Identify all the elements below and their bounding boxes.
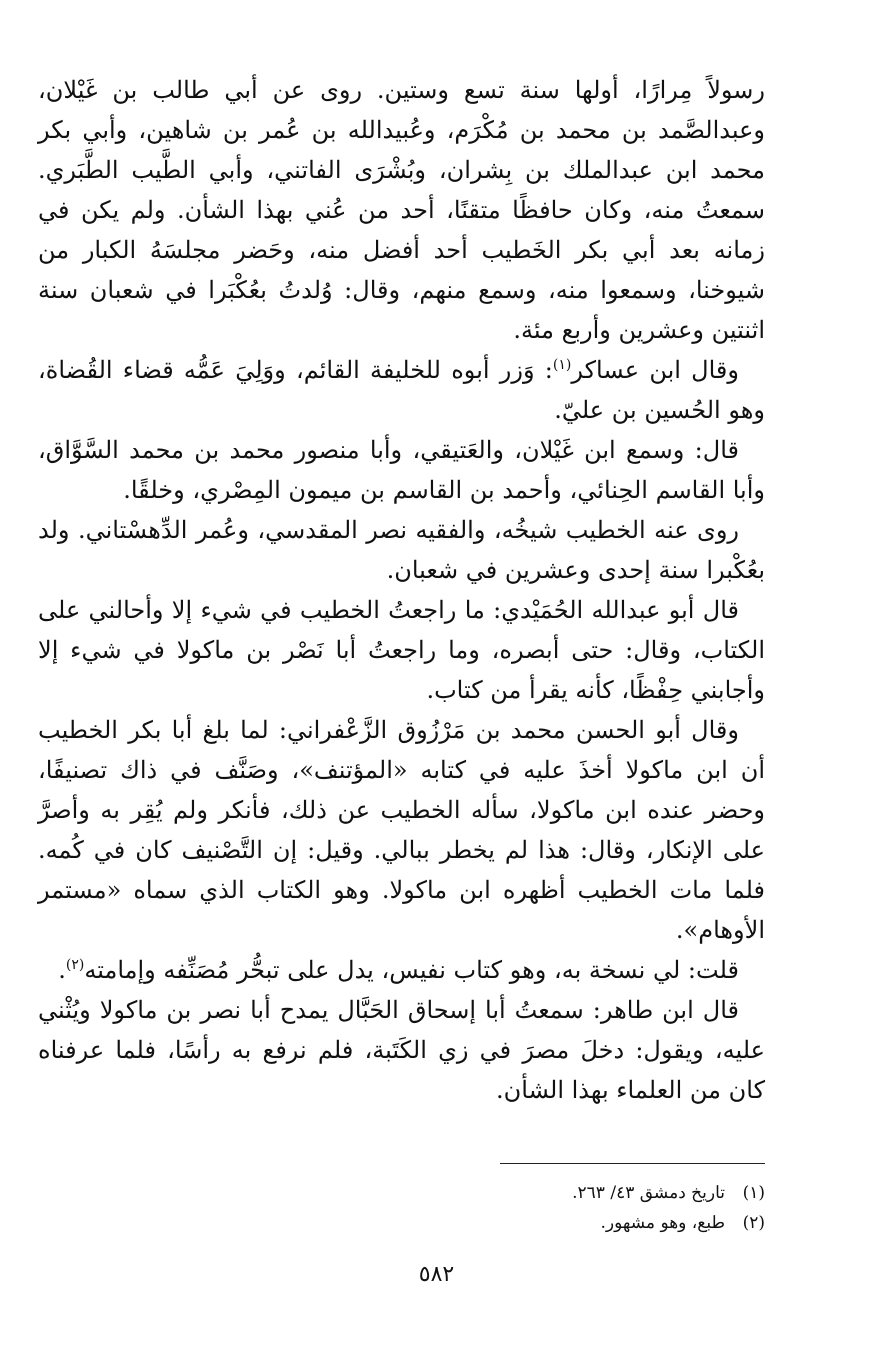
- footnote-number: (٢): [742, 1213, 765, 1233]
- paragraph: [38, 350, 765, 430]
- footnotes: [38, 1178, 765, 1238]
- paragraph: روى عنه الخطيب شيخُه، والفقيه نصر المقدسي، وعُمر الدِّهسْتاني. ولد بعُكْبرا سنة إحدى وعشرين في شعبان.: [38, 516, 765, 584]
- paragraph: [38, 950, 765, 990]
- paragraph-text: قلت: لي نسخة به، وهو كتاب نفيس، يدل على تبحُّر مُصَنِّفه وإمامته: [84, 956, 739, 984]
- page-number: ٥٨٢: [418, 1262, 455, 1287]
- paragraph: قال ابن طاهر: سمعتُ أبا إسحاق الحَبَّال يمدح أبا نصر بن ماكولا ويُثْني عليه، ويقول: دخلَ مصرَ في زي الكَتَبة، فلم نرفع به رأسًا، فلما عرفناه كان من العلماء بهذا الشأن.: [38, 996, 765, 1104]
- paragraph: رسولاً مِرارًا، أولها سنة تسع وستين. روى عن أبي طالب بن غَيْلان، وعبدالصَّمد بن محمد بن مُكْرَم، وعُبيدالله بن عُمر بن شاهين، وأبي بكر محمد ابن عبدالملك بن بِشران، وبُشْرَى الفاتني، وأبي الطَّيب الطَّبَري. سمعتُ منه، وكان حافظًا متقنًا، أحد من عُني بهذا الشأن. ولم يكن في زمانه بعد أبي بكر الخَطيب أحد أفضل منه، وحَضر مجلسَهُ الكبار من شيوخنا، وسمعوا منه، وسمع منهم، وقال: وُلدتُ بعُكْبَرا في شعبان سنة اثنتين وعشرين وأربع مئة.: [38, 76, 765, 344]
- footnote: [38, 1178, 765, 1208]
- paragraph-text: .: [58, 956, 66, 984]
- paragraph: قال: وسمع ابن غَيْلان، والعَتيقي، وأبا منصور محمد بن محمد السَّوَّاق، وأبا القاسم الحِنائي، وأحمد بن القاسم بن ميمون المِصْري، وخلقًا.: [38, 436, 765, 504]
- paragraph: وقال أبو الحسن محمد بن مَرْزُوق الزَّعْفراني: لما بلغ أبا بكر الخطيب أن ابن ماكولا أخذَ عليه في كتابه «المؤتنف»، وصَنَّف في ذاك تصنيفًا، وحضر عنده ابن ماكولا، سأله الخطيب عن ذلك، فأنكر ولم يُقِر به وأصرَّ على الإنكار، وقال: هذا لم يخطر ببالي. وقيل: إن التَّصْنيف كان في كُمه. فلما مات الخطيب أظهره ابن ماكولا. وهو الكتاب الذي سماه «مستمر الأوهام».: [38, 716, 765, 944]
- paragraph-text: وقال ابن عساكر: [571, 356, 739, 384]
- footnote-ref[interactable]: (١): [552, 357, 572, 373]
- footnote: [38, 1208, 765, 1238]
- footnote-text: تاريخ دمشق ٤٣/ ٢٦٣.: [572, 1183, 725, 1203]
- footnote-divider: [500, 1163, 765, 1164]
- footnote-number: (١): [742, 1183, 765, 1203]
- paragraph-text: : وَزر أبوه للخليفة القائم، ووَلِيَ عَمُّه قضاء القُضاة، وهو الحُسين بن عليّ.: [38, 356, 765, 424]
- footnote-ref[interactable]: (٢): [65, 957, 85, 973]
- footnote-text: طبع، وهو مشهور.: [600, 1213, 725, 1233]
- paragraph: قال أبو عبدالله الحُمَيْدي: ما راجعتُ الخطيب في شيء إلا وأحالني على الكتاب، وقال: حتى أبصره، وما راجعتُ أبا نَصْر بن ماكولا في شيء إلا وأجابني حِفْظًا، كأنه يقرأ من كتاب.: [38, 596, 765, 704]
- main-text: [38, 70, 765, 1110]
